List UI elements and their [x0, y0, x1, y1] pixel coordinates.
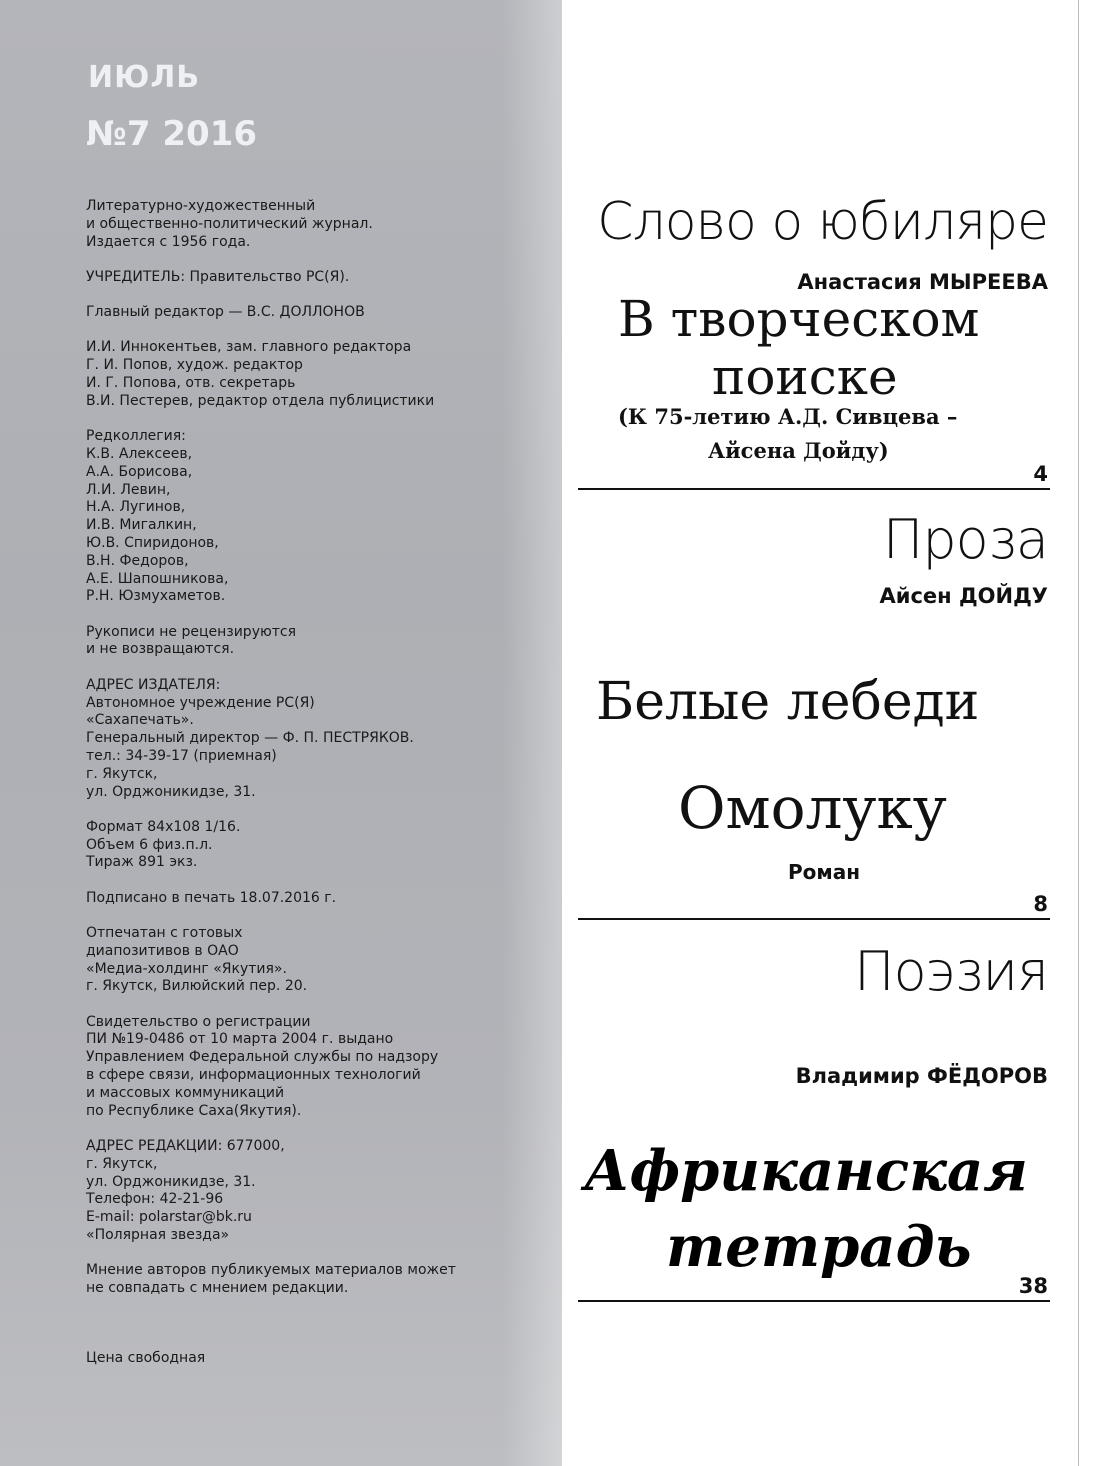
imprint-line: В.И. Пестерев, редактор отдела публицистики	[86, 392, 435, 409]
page-edge	[1078, 0, 1079, 1466]
table-of-contents	[562, 0, 1094, 1466]
section-heading-jubilee: Слово о юбиляре	[597, 192, 1048, 252]
imprint-line: ул. Орджоникидзе, 31.	[86, 783, 256, 800]
imprint-block	[86, 1014, 546, 1121]
section-heading-prose: Проза	[882, 508, 1048, 571]
imprint-line: Г. И. Попов, худож. редактор	[86, 357, 303, 374]
imprint-line: Н.А. Лугинов,	[86, 499, 186, 516]
imprint-block	[86, 304, 546, 322]
imprint-line: тел.: 34-39-17 (приемная)	[86, 747, 277, 764]
imprint-line: Издается с 1956 года.	[86, 233, 251, 250]
author-myreeva: Анастасия МЫРЕЕВА	[797, 270, 1048, 294]
imprint-line: И. Г. Попова, отв. секретарь	[86, 375, 296, 392]
imprint-line: Редколлегия:	[86, 428, 186, 445]
imprint-line: и массовых коммуникаций	[86, 1084, 285, 1101]
article-subtitle-line1: (К 75-летию А.Д. Сивцева –	[618, 404, 958, 429]
imprint-line: И.В. Мигалкин,	[86, 517, 197, 534]
imprint-line: АДРЕС ИЗДАТЕЛЯ:	[86, 676, 221, 693]
imprint-line: Отпечатан с готовых	[86, 925, 243, 941]
divider	[578, 918, 1050, 920]
imprint-block	[86, 677, 546, 802]
imprint-line: Телефон: 42-21-96	[86, 1191, 224, 1208]
imprint-line: г. Якутск,	[86, 765, 158, 782]
imprint-line: диапозитивов в ОАО	[86, 942, 239, 959]
imprint-line: ПИ №19-0486 от 10 марта 2004 г. выдано	[86, 1031, 394, 1048]
novel-title-line2: Омолуку	[678, 774, 947, 842]
imprint-block	[86, 925, 546, 996]
imprint-line: Генеральный директор — Ф. П. ПЕСТРЯКОВ.	[86, 730, 414, 747]
imprint-line: К.В. Алексеев,	[86, 445, 193, 462]
imprint-line: г. Якутск, Вилюйский пер. 20.	[86, 978, 308, 995]
author-doidu: Айсен ДОЙДУ	[879, 584, 1048, 608]
imprint-block	[86, 1262, 546, 1298]
imprint-line: Тираж 891 экз.	[86, 854, 198, 871]
imprint-line: «Сахапечать».	[86, 712, 194, 729]
imprint-line: «Полярная звезда»	[86, 1226, 230, 1243]
article-subtitle-line2: Айсена Дойду)	[708, 438, 889, 463]
imprint-block	[86, 198, 546, 251]
imprint-line: Рукописи не рецензируются	[86, 623, 297, 640]
poetry-title-line2: тетрадь	[666, 1214, 972, 1280]
article-title-line2: поиске	[712, 348, 898, 406]
imprint-line: и общественно-политический журнал.	[86, 215, 373, 232]
imprint-line: И.И. Иннокентьев, зам. главного редактора	[86, 339, 412, 356]
imprint-line: АДРЕС РЕДАКЦИИ: 677000,	[86, 1137, 285, 1154]
imprint-line: В.Н. Федоров,	[86, 552, 189, 569]
imprint-line: Подписано в печать 18.07.2016 г.	[86, 889, 337, 906]
imprint-line: А.А. Борисова,	[86, 463, 193, 480]
imprint-block	[86, 819, 546, 872]
imprint-line: Управлением Федеральной службы по надзору	[86, 1049, 439, 1066]
imprint-line: Объем 6 физ.п.л.	[86, 836, 213, 853]
imprint-line: Главный редактор — В.С. ДОЛЛОНОВ	[86, 304, 365, 321]
article-title-line1: В творческом	[618, 290, 980, 348]
imprint-block	[86, 1138, 546, 1245]
divider	[578, 488, 1050, 490]
imprint-line: Р.Н. Юзмухаметов.	[86, 588, 226, 605]
imprint-line: «Медиа-холдинг «Якутия».	[86, 960, 287, 977]
issue-number: №7 2016	[86, 114, 258, 154]
novel-title-line1: Белые лебеди	[596, 672, 980, 732]
page-number-8: 8	[1033, 892, 1048, 916]
imprint-line: ул. Орджоникидзе, 31.	[86, 1173, 256, 1190]
imprint-block	[86, 890, 546, 908]
page-number-4: 4	[1033, 462, 1048, 486]
imprint-line: УЧРЕДИТЕЛЬ: Правительство РС(Я).	[86, 268, 350, 285]
genre-label: Роман	[788, 860, 861, 884]
issue-month: ИЮЛЬ	[88, 60, 201, 95]
imprint-line: Ю.В. Спиридонов,	[86, 534, 219, 551]
imprint-line: по Республике Саха(Якутия).	[86, 1102, 302, 1119]
imprint-line: не совпадать с мнением редакции.	[86, 1280, 349, 1297]
section-heading-poetry: Поэзия	[854, 940, 1048, 1003]
imprint-line: Формат 84x108 1/16.	[86, 818, 241, 835]
imprint-line: и не возвращаются.	[86, 641, 235, 658]
imprint-block	[86, 269, 546, 287]
page-number-38: 38	[1018, 1274, 1048, 1298]
imprint-line: Мнение авторов публикуемых материалов может	[86, 1262, 456, 1279]
imprint-line: Свидетельство о регистрации	[86, 1013, 311, 1030]
imprint-block	[86, 339, 546, 410]
imprint-block	[86, 624, 546, 660]
price-note: Цена свободная	[86, 1350, 206, 1366]
imprint-text	[86, 198, 546, 1366]
author-fedorov: Владимир ФЁДОРОВ	[795, 1064, 1048, 1088]
imprint-line: E-mail: polarstar@bk.ru	[86, 1209, 252, 1226]
imprint-line: Автономное учреждение РС(Я)	[86, 694, 315, 711]
imprint-line: Литературно-художественный	[86, 198, 316, 214]
imprint-line: г. Якутск,	[86, 1155, 158, 1172]
poetry-title-line1: Африканская	[584, 1138, 1028, 1204]
divider	[578, 1300, 1050, 1302]
imprint-line: в сфере связи, информационных технологий	[86, 1067, 421, 1084]
imprint-line: А.Е. Шапошникова,	[86, 570, 229, 587]
imprint-block	[86, 428, 546, 606]
imprint-line: Л.И. Левин,	[86, 481, 171, 498]
